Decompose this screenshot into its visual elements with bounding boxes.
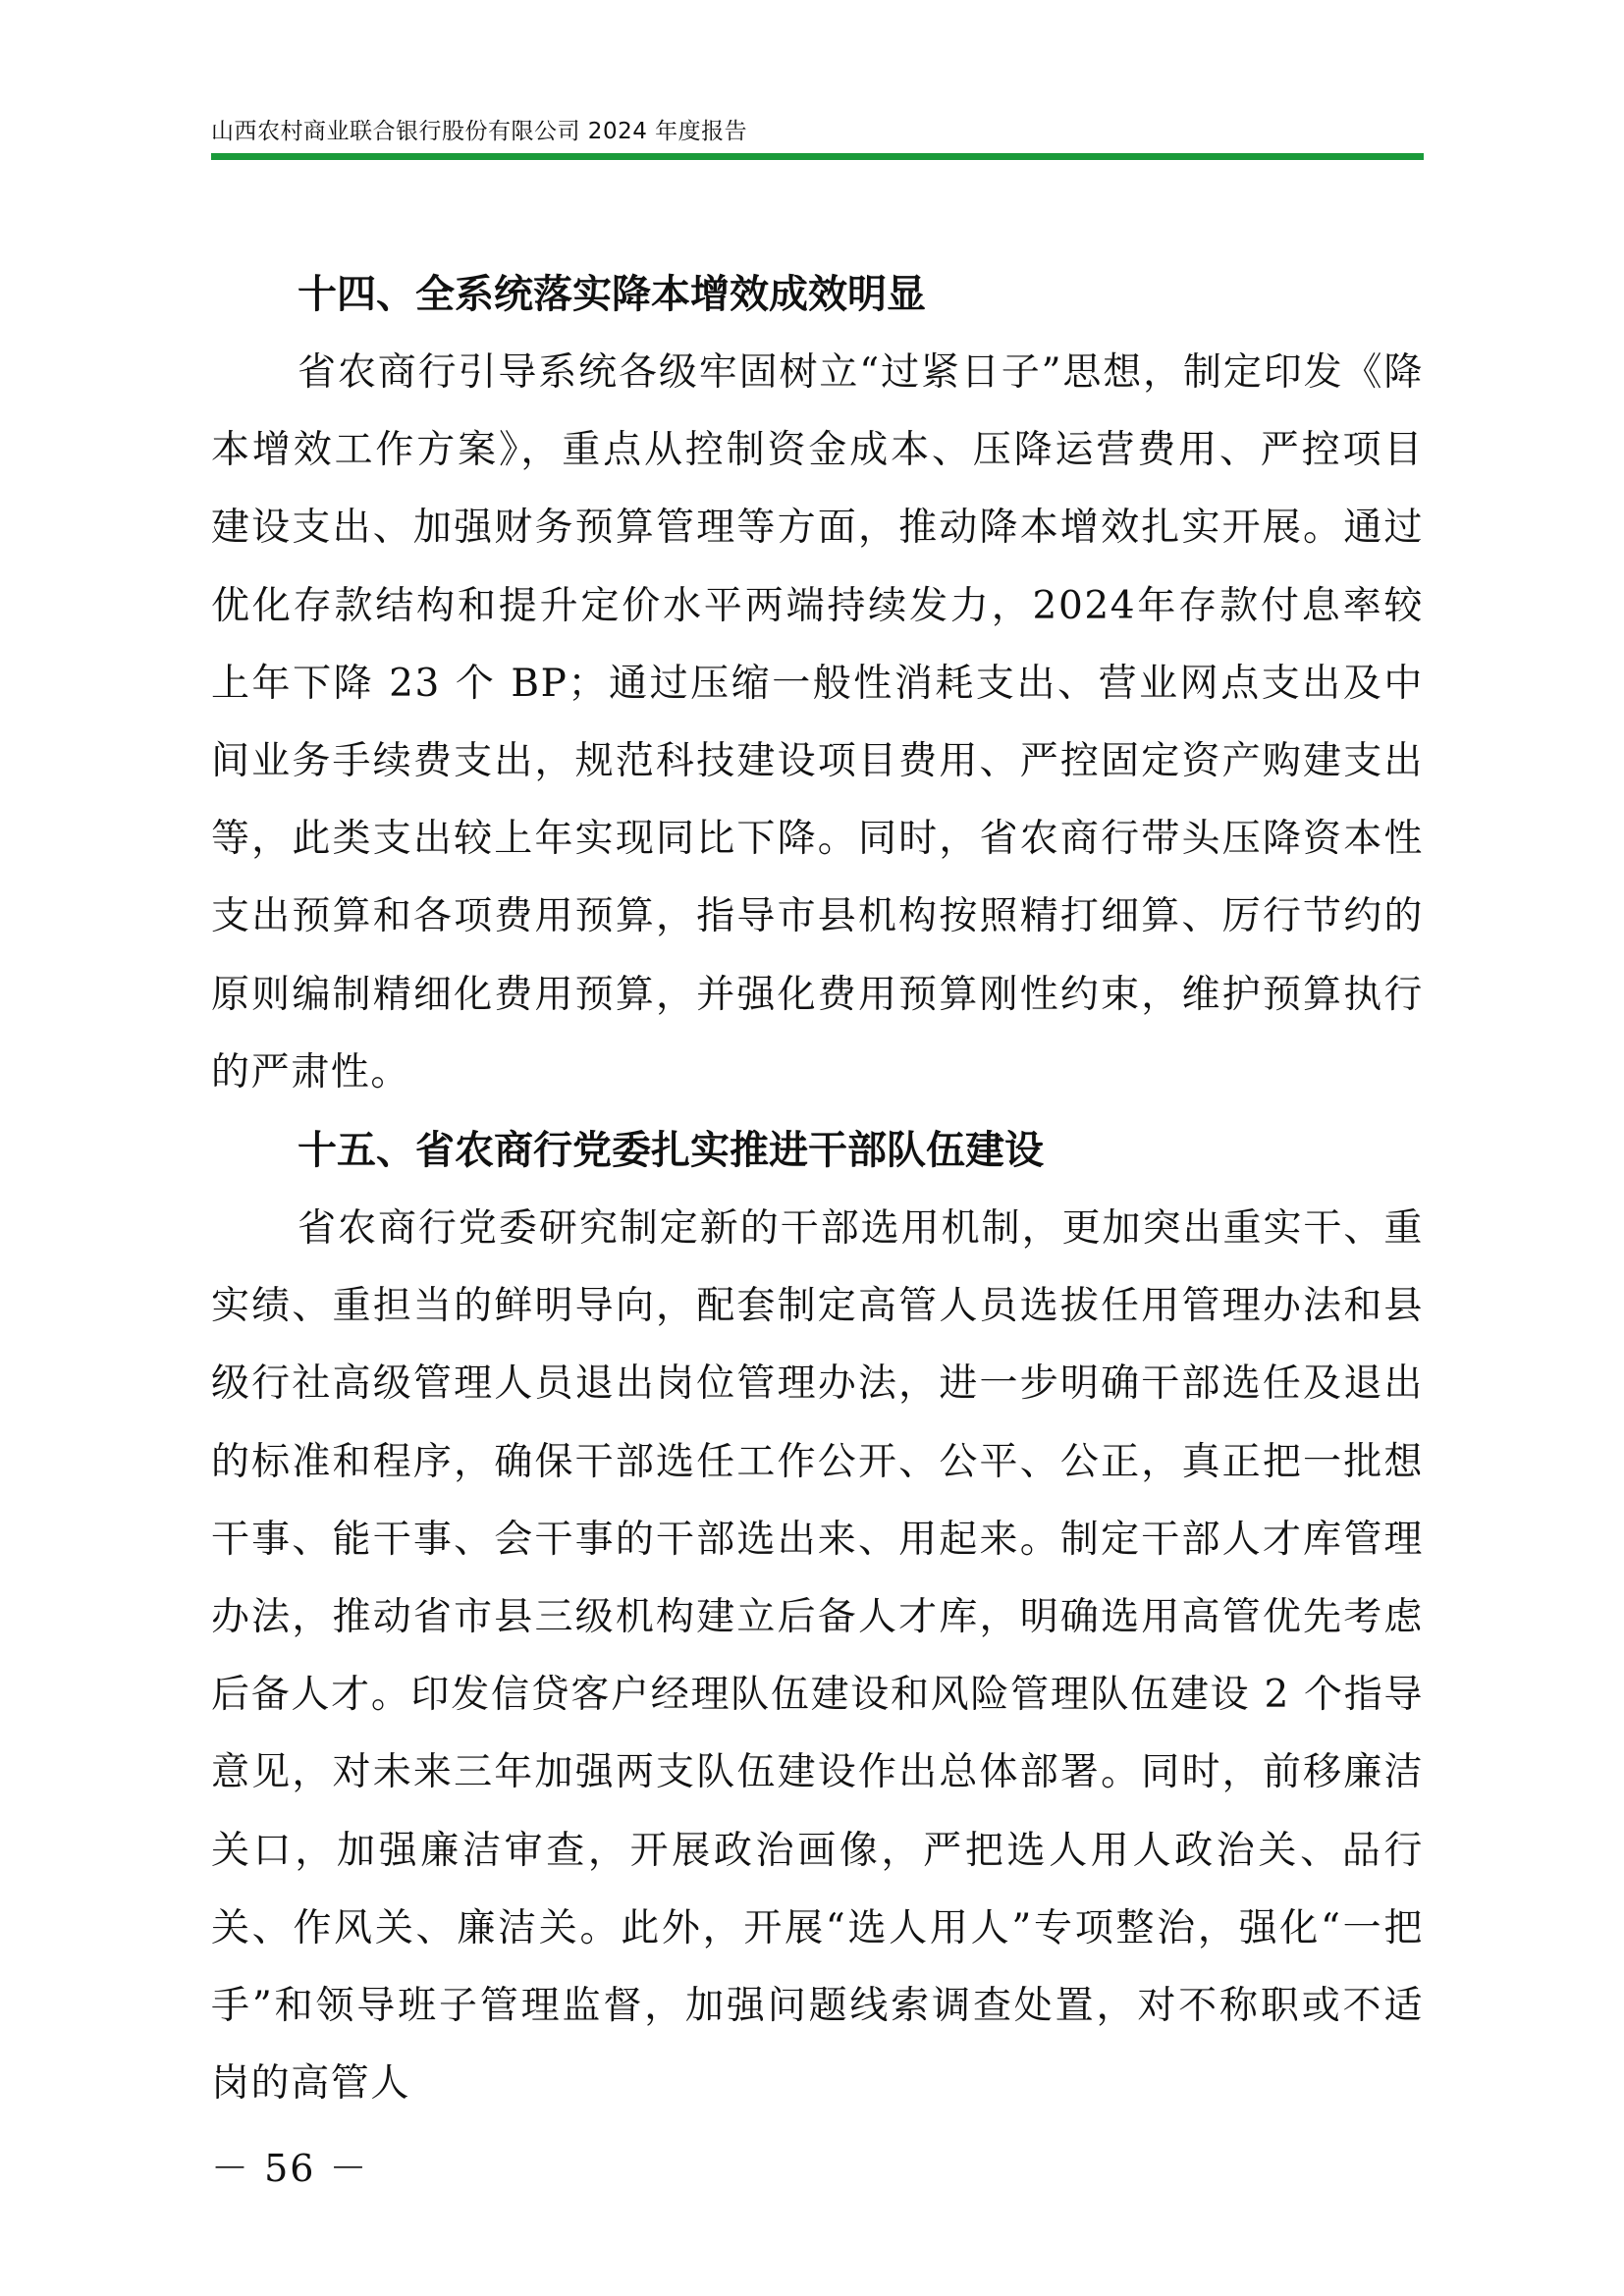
section-heading: 十五、省农商行党委扎实推进干部队伍建设 (298, 1128, 1044, 1174)
section-heading: 十四、全系统落实降本增效成效明显 (298, 272, 926, 317)
section-paragraph: 省农商行党委研究制定新的干部选用机制，更加突出重实干、重实绩、重担当的鲜明导向，配套制定高管人员选拔任用管理办法和县级行社高级管理人员退出岗位管理办法，进一步明确干部选任及退出的标准和程序，确保干部选任工作公开、公平、公正，真正把一批想干事、能干事、会干事的干部选出来、用起来。制定干部人才库管理办法，推动省市县三级机构建立后备人才库，明确选用高管优先考虑后备人才。印发信贷客户经理队伍建设和风险管理队伍建设 2 个指导意见，对未来三年加强两支队伍建设作出总体部署。同时，前移廉洁关口，加强廉洁审查，开展政治画像，严把选人用人政治关、品行关、作风关、廉洁关。此外，开展“选人用人”专项整治，强化“一把手”和领导班子管理监督，加强问题线索调查处置，对不称职或不适岗的高管人 (211, 1206, 1424, 2107)
header-divider (211, 153, 1424, 160)
page-header (211, 116, 1424, 160)
page-number: － 56 － (211, 2147, 369, 2190)
document-body (211, 255, 1424, 2122)
section-fifteen (211, 1111, 1424, 2122)
section-fourteen (211, 255, 1424, 1111)
report-title: 山西农村商业联合银行股份有限公司 2024 年度报告 (211, 119, 748, 144)
section-paragraph: 省农商行引导系统各级牢固树立“过紧日子”思想，制定印发《降本增效工作方案》，重点从控制资金成本、压降运营费用、严控项目建设支出、加强财务预算管理等方面，推动降本增效扎实开展。通过优化存款结构和提升定价水平两端持续发力，2024年存款付息率较上年下降 23 个 BP；通过压缩一般性消耗支出、营业网点支出及中间业务手续费支出，规范科技建设项目费用、严控固定资产购建支出等，此类支出较上年实现同比下降。同时，省农商行带头压降资本性支出预算和各项费用预算，指导市县机构按照精打细算、厉行节约的原则编制精细化费用预算，并强化费用预算刚性约束，维护预算执行的严肃性。 (211, 350, 1424, 1095)
